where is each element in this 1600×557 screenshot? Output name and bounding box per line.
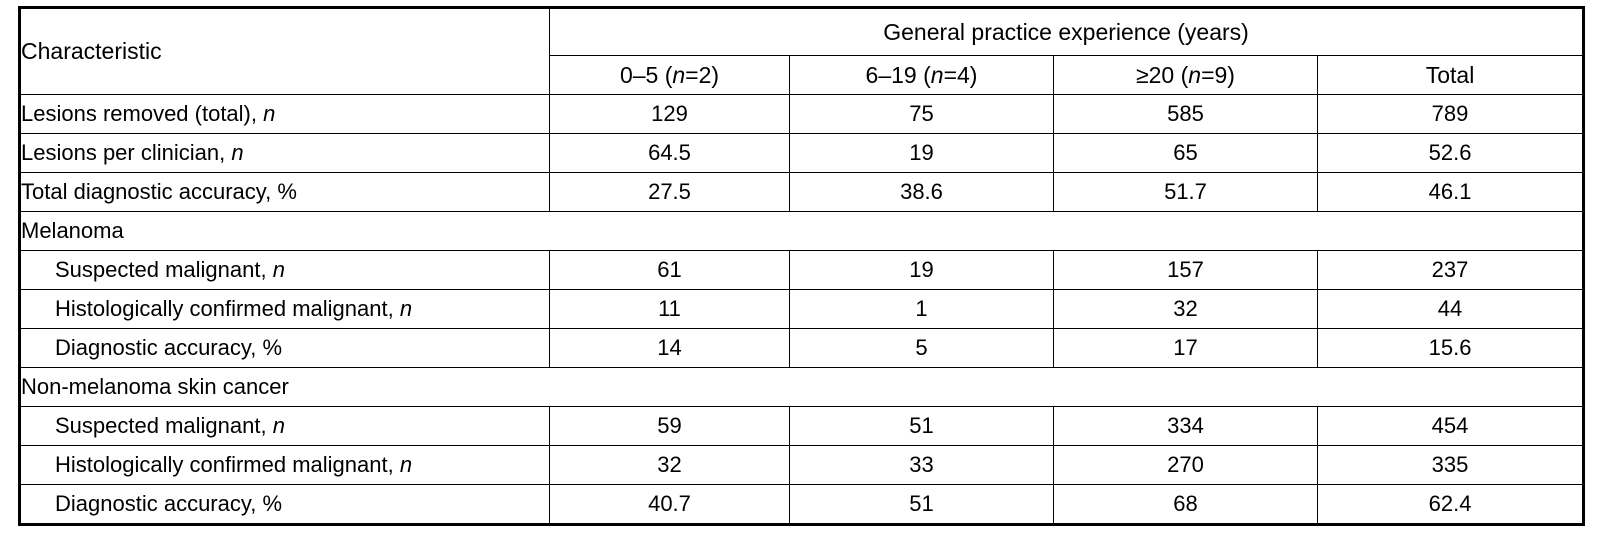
- row-value: 157: [1054, 251, 1318, 290]
- header-col-20plus-n: n: [1188, 61, 1202, 88]
- table-row: [20, 173, 1584, 212]
- row-label-text: Suspected malignant,: [55, 257, 273, 282]
- row-value: 51.7: [1054, 173, 1318, 212]
- row-label-text: Total diagnostic accuracy, %: [21, 179, 297, 204]
- table-row: [20, 485, 1584, 525]
- row-value: 44: [1318, 290, 1584, 329]
- table-row: [20, 212, 1584, 251]
- table-row: [20, 95, 1584, 134]
- header-col-20plus-text: ≥20 (: [1136, 61, 1189, 88]
- row-value: 40.7: [550, 485, 790, 525]
- row-value: 270: [1054, 446, 1318, 485]
- row-value: 46.1: [1318, 173, 1584, 212]
- row-label-text: Melanoma: [21, 218, 124, 243]
- row-value: 65: [1054, 134, 1318, 173]
- header-col-0-5-n: n: [672, 61, 686, 88]
- row-label-text: Lesions per clinician,: [21, 140, 232, 165]
- row-value: 62.4: [1318, 485, 1584, 525]
- header-col-0-5-nval: =2): [685, 61, 720, 88]
- header-group-experience: General practice experience (years): [550, 8, 1584, 56]
- row-value: 68: [1054, 485, 1318, 525]
- row-value: 17: [1054, 329, 1318, 368]
- row-label: [20, 290, 550, 329]
- header-col-0-5: [550, 56, 790, 95]
- row-value: 335: [1318, 446, 1584, 485]
- row-value: 237: [1318, 251, 1584, 290]
- table-row: [20, 251, 1584, 290]
- row-value: 52.6: [1318, 134, 1584, 173]
- row-label: [20, 368, 1584, 407]
- row-label: [20, 251, 550, 290]
- row-value: 32: [550, 446, 790, 485]
- row-label: [20, 446, 550, 485]
- row-value: 19: [790, 251, 1054, 290]
- header-col-total: Total: [1318, 56, 1584, 95]
- row-value: 33: [790, 446, 1054, 485]
- row-label: [20, 134, 550, 173]
- row-label: [20, 212, 1584, 251]
- row-label-italic: n: [399, 296, 413, 321]
- row-value: 32: [1054, 290, 1318, 329]
- row-label: [20, 485, 550, 525]
- table-row: [20, 407, 1584, 446]
- table-row: [20, 134, 1584, 173]
- row-label-text: Histologically confirmed malignant,: [55, 452, 400, 477]
- row-value: 5: [790, 329, 1054, 368]
- row-value: 15.6: [1318, 329, 1584, 368]
- header-col-6-19-n: n: [930, 61, 944, 88]
- header-characteristic: Characteristic: [20, 8, 550, 95]
- row-label-text: Diagnostic accuracy, %: [55, 491, 283, 516]
- row-label-italic: n: [272, 413, 285, 438]
- row-label-italic: n: [272, 257, 285, 282]
- table-row: [20, 446, 1584, 485]
- row-label-italic: n: [399, 452, 413, 477]
- header-col-20plus: [1054, 56, 1318, 95]
- header-col-0-5-text: 0–5 (: [619, 61, 673, 88]
- row-label-text: Histologically confirmed malignant,: [55, 296, 400, 321]
- row-value: 334: [1054, 407, 1318, 446]
- row-value: 129: [550, 95, 790, 134]
- table-row: [20, 290, 1584, 329]
- row-label: [20, 407, 550, 446]
- table-row: [20, 368, 1584, 407]
- row-value: 75: [790, 95, 1054, 134]
- row-label-text: Lesions removed (total),: [21, 101, 264, 126]
- row-value: 59: [550, 407, 790, 446]
- characteristics-table: [18, 6, 1585, 526]
- row-value: 27.5: [550, 173, 790, 212]
- table-head: [20, 8, 1584, 95]
- row-label-italic: n: [263, 101, 276, 126]
- row-label-text: Non-melanoma skin cancer: [21, 374, 289, 399]
- row-label-italic: n: [231, 140, 244, 165]
- table-row: [20, 329, 1584, 368]
- row-value: 64.5: [550, 134, 790, 173]
- row-value: 1: [790, 290, 1054, 329]
- row-value: 789: [1318, 95, 1584, 134]
- row-value: 585: [1054, 95, 1318, 134]
- row-value: 14: [550, 329, 790, 368]
- table-header-row-1: [20, 8, 1584, 56]
- row-value: 454: [1318, 407, 1584, 446]
- row-value: 19: [790, 134, 1054, 173]
- header-col-20plus-nval: =9): [1201, 61, 1235, 88]
- header-col-6-19: [790, 56, 1054, 95]
- header-col-6-19-text: 6–19 (: [865, 61, 931, 88]
- row-value: 11: [550, 290, 790, 329]
- row-value: 51: [790, 407, 1054, 446]
- row-value: 38.6: [790, 173, 1054, 212]
- row-value: 51: [790, 485, 1054, 525]
- header-col-6-19-nval: =4): [943, 61, 978, 88]
- row-label-text: Diagnostic accuracy, %: [55, 335, 283, 360]
- row-value: 61: [550, 251, 790, 290]
- row-label: [20, 173, 550, 212]
- row-label: [20, 95, 550, 134]
- table-body: [20, 95, 1584, 525]
- row-label-text: Suspected malignant,: [55, 413, 273, 438]
- row-label: [20, 329, 550, 368]
